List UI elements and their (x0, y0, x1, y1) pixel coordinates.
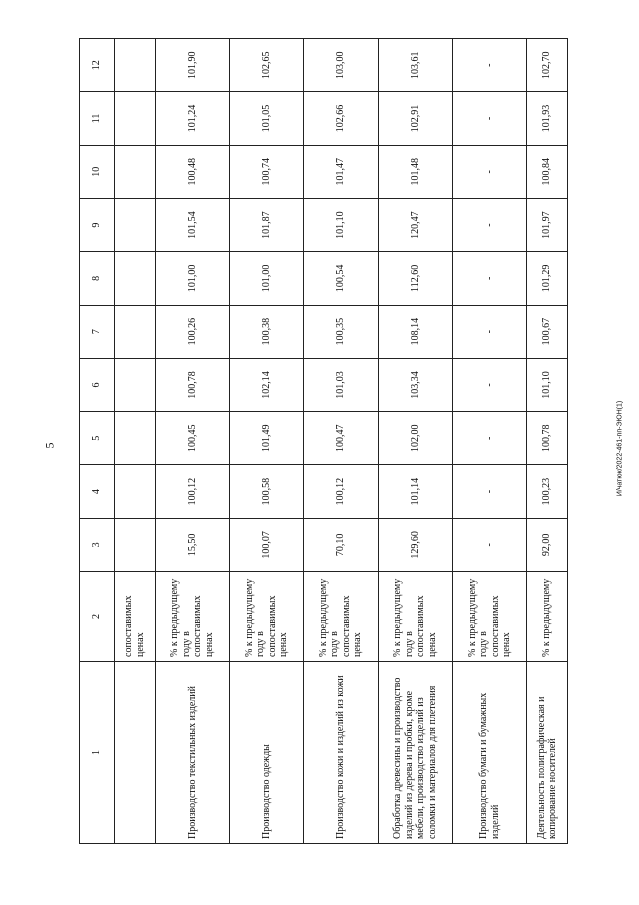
activity-name-cell: Производство одежды (230, 662, 304, 844)
value-cell: 101,93 (527, 92, 568, 145)
value-cell: 101,10 (304, 198, 378, 251)
value-cell: 101,49 (230, 412, 304, 465)
value-cell: 100,48 (155, 145, 229, 198)
value-cell (115, 305, 156, 358)
unit-cell: % к предыдущему году в сопоставимых ценах (155, 572, 229, 662)
activity-name-cell: Производство кожи и изделий из кожи (304, 662, 378, 844)
unit-cell: % к предыдущему году в сопоставимых ценах (378, 572, 452, 662)
value-cell: 100,47 (304, 412, 378, 465)
value-cell: 129,60 (378, 518, 452, 571)
value-cell: 100,12 (304, 465, 378, 518)
value-cell: 101,00 (155, 252, 229, 305)
value-cell: 101,03 (304, 358, 378, 411)
value-cell: 120,47 (378, 198, 452, 251)
value-cell: 100,54 (304, 252, 378, 305)
activity-name-cell: Производство бумаги и бумажных изделий (452, 662, 526, 844)
column-header: 8 (80, 252, 115, 305)
value-cell: 100,07 (230, 518, 304, 571)
activity-name-cell: Производство текстильных изделий (155, 662, 229, 844)
activity-name-cell (115, 662, 156, 844)
value-cell: 100,84 (527, 145, 568, 198)
value-cell (115, 465, 156, 518)
value-cell: 100,23 (527, 465, 568, 518)
table-header-row (80, 39, 115, 844)
value-cell: - (452, 358, 526, 411)
value-cell: 101,47 (304, 145, 378, 198)
table-row (378, 39, 452, 844)
value-cell: 100,78 (527, 412, 568, 465)
value-cell: - (452, 92, 526, 145)
value-cell: 100,45 (155, 412, 229, 465)
value-cell: 103,61 (378, 39, 452, 92)
value-cell: 100,26 (155, 305, 229, 358)
value-cell: - (452, 518, 526, 571)
table-row (527, 39, 568, 844)
column-header: 11 (80, 92, 115, 145)
value-cell (115, 198, 156, 251)
value-cell (115, 518, 156, 571)
value-cell: 103,34 (378, 358, 452, 411)
value-cell (115, 412, 156, 465)
column-header: 3 (80, 518, 115, 571)
value-cell: 101,24 (155, 92, 229, 145)
column-header: 6 (80, 358, 115, 411)
value-cell: - (452, 198, 526, 251)
value-cell: 100,58 (230, 465, 304, 518)
value-cell: 103,00 (304, 39, 378, 92)
unit-cell: % к предыдущему году в сопоставимых ценах (304, 572, 378, 662)
value-cell: - (452, 412, 526, 465)
unit-cell: % к предыдущему (527, 572, 568, 662)
activity-name-cell: Деятельность полиграфическая и копирование носителей (527, 662, 568, 844)
page-number: 5 (42, 442, 57, 449)
value-cell: 101,90 (155, 39, 229, 92)
column-header: 2 (80, 572, 115, 662)
table-row (452, 39, 526, 844)
value-cell: - (452, 305, 526, 358)
column-header: 12 (80, 39, 115, 92)
value-cell: 70,10 (304, 518, 378, 571)
value-cell: - (452, 145, 526, 198)
value-cell (115, 358, 156, 411)
column-header: 9 (80, 198, 115, 251)
value-cell: 108,14 (378, 305, 452, 358)
value-cell: 15,50 (155, 518, 229, 571)
value-cell: 102,91 (378, 92, 452, 145)
value-cell: - (452, 39, 526, 92)
table-row (230, 39, 304, 844)
value-cell: - (452, 252, 526, 305)
table-row (115, 39, 156, 844)
column-header: 4 (80, 465, 115, 518)
unit-cell: % к предыдущему году в сопоставимых ценах (230, 572, 304, 662)
value-cell: 100,67 (527, 305, 568, 358)
column-header: 5 (80, 412, 115, 465)
value-cell: 102,70 (527, 39, 568, 92)
column-header: 10 (80, 145, 115, 198)
value-cell: 102,66 (304, 92, 378, 145)
value-cell: 101,14 (378, 465, 452, 518)
value-cell: 101,00 (230, 252, 304, 305)
value-cell: 92,00 (527, 518, 568, 571)
value-cell (115, 145, 156, 198)
value-cell: 101,10 (527, 358, 568, 411)
unit-cell: сопоставимых ценах (115, 572, 156, 662)
data-table (79, 38, 568, 844)
value-cell (115, 39, 156, 92)
activity-name-cell: Обработка древесины и производство изделий из дерева и пробки, кроме мебели, производство изделий из соломки и материалов для плетения (378, 662, 452, 844)
table-row (155, 39, 229, 844)
value-cell: 102,00 (378, 412, 452, 465)
value-cell: 101,05 (230, 92, 304, 145)
value-cell: 100,74 (230, 145, 304, 198)
value-cell: 101,29 (527, 252, 568, 305)
value-cell: 101,97 (527, 198, 568, 251)
value-cell (115, 252, 156, 305)
value-cell: 100,12 (155, 465, 229, 518)
value-cell (115, 92, 156, 145)
column-header: 7 (80, 305, 115, 358)
table-container (79, 39, 568, 844)
value-cell: 102,14 (230, 358, 304, 411)
unit-cell: % к предыдущему году в сопоставимых ценах (452, 572, 526, 662)
value-cell: 100,38 (230, 305, 304, 358)
value-cell: 101,87 (230, 198, 304, 251)
column-header: 1 (80, 662, 115, 844)
value-cell: - (452, 465, 526, 518)
value-cell: 102,65 (230, 39, 304, 92)
table-row (304, 39, 378, 844)
value-cell: 100,78 (155, 358, 229, 411)
value-cell: 101,48 (378, 145, 452, 198)
value-cell: 100,35 (304, 305, 378, 358)
document-code: И/чатюк/2022-461-пп-ЭЮН(1) (616, 400, 624, 497)
value-cell: 101,54 (155, 198, 229, 251)
value-cell: 112,60 (378, 252, 452, 305)
